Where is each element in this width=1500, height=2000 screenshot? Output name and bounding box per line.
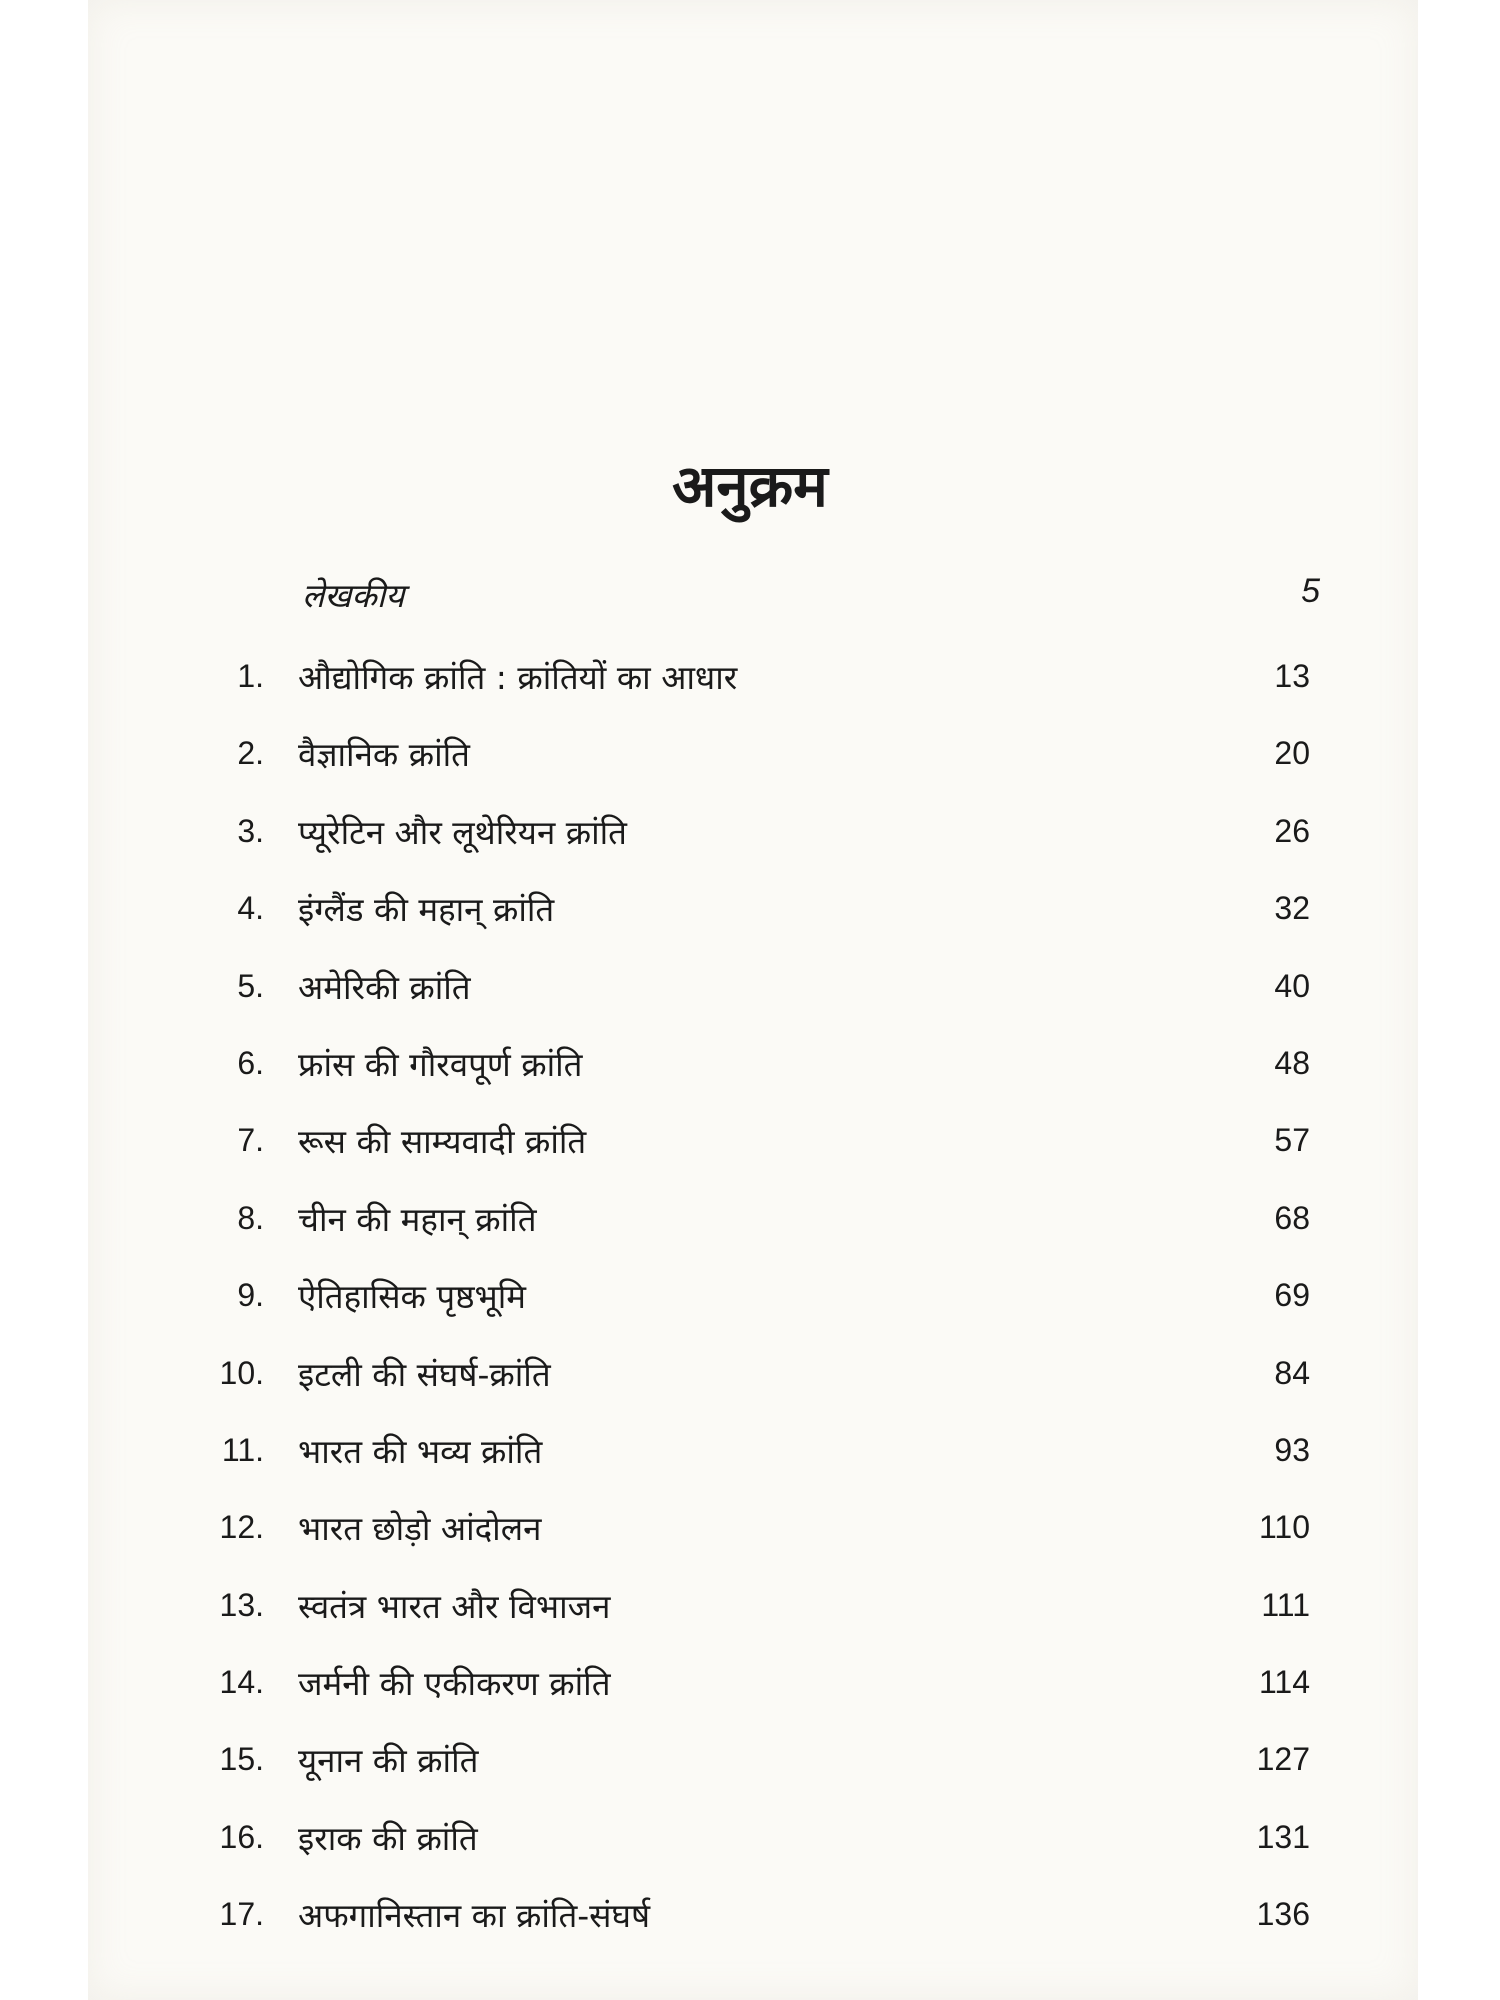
chapter-page-number: 93 xyxy=(1274,1431,1310,1468)
toc-entry xyxy=(0,1499,1500,1576)
table-of-contents xyxy=(0,648,1500,1964)
preface-page-number: 5 xyxy=(1301,572,1320,610)
chapter-number: 14. xyxy=(219,1664,264,1701)
chapter-page-number: 114 xyxy=(1258,1664,1310,1701)
chapter-title: ऐतिहासिक पृष्ठभूमि xyxy=(298,1277,527,1317)
chapter-number: 3. xyxy=(237,812,264,849)
chapter-number: 13. xyxy=(219,1586,264,1623)
toc-entry xyxy=(0,1112,1500,1189)
preface-label: लेखकीय xyxy=(302,576,405,615)
chapter-number: 12. xyxy=(219,1509,264,1546)
chapter-number: 16. xyxy=(219,1818,264,1855)
chapter-page-number: 127 xyxy=(1256,1741,1310,1778)
chapter-title: जर्मनी की एकीकरण क्रांति xyxy=(298,1664,611,1704)
toc-entry xyxy=(0,1345,1500,1422)
chapter-title: चीन की महान् क्रांति xyxy=(298,1199,537,1239)
chapter-title: प्यूरेटिन और लूथेरियन क्रांति xyxy=(298,812,627,852)
chapter-number: 2. xyxy=(237,735,264,772)
chapter-page-number: 48 xyxy=(1274,1044,1310,1081)
toc-entry xyxy=(0,1886,1500,1963)
chapter-page-number: 136 xyxy=(1256,1896,1310,1933)
chapter-page-number: 131 xyxy=(1256,1818,1310,1855)
chapter-page-number: 20 xyxy=(1274,735,1310,772)
toc-entry xyxy=(0,1190,1500,1267)
chapter-number: 7. xyxy=(237,1122,264,1159)
toc-entry xyxy=(0,1577,1500,1654)
toc-entry xyxy=(0,880,1500,957)
chapter-title: इंग्लैंड की महान् क्रांति xyxy=(298,890,555,930)
chapter-page-number: 40 xyxy=(1274,967,1310,1004)
chapter-number: 5. xyxy=(237,967,264,1004)
chapter-title: स्वतंत्र भारत और विभाजन xyxy=(298,1586,611,1626)
chapter-title: वैज्ञानिक क्रांति xyxy=(298,735,470,775)
toc-entry xyxy=(0,958,1500,1035)
toc-preface-row xyxy=(0,572,1500,624)
toc-entry xyxy=(0,725,1500,802)
chapter-page-number: 69 xyxy=(1274,1277,1310,1314)
chapter-page-number: 32 xyxy=(1274,890,1310,927)
toc-entry xyxy=(0,1654,1500,1731)
chapter-title: फ्रांस की गौरवपूर्ण क्रांति xyxy=(298,1044,583,1084)
chapter-title: औद्योगिक क्रांति : क्रांतियों का आधार xyxy=(298,658,738,697)
chapter-number: 1. xyxy=(237,658,264,694)
chapter-number: 17. xyxy=(219,1896,264,1933)
toc-entry xyxy=(0,648,1500,725)
chapter-title: रूस की साम्यवादी क्रांति xyxy=(298,1122,587,1162)
chapter-page-number: 26 xyxy=(1274,812,1310,849)
toc-entry xyxy=(0,803,1500,880)
page-title: अनुक्रम xyxy=(672,451,828,520)
toc-entry xyxy=(0,1731,1500,1808)
chapter-number: 11. xyxy=(221,1431,264,1468)
chapter-page-number: 57 xyxy=(1274,1122,1310,1159)
chapter-number: 6. xyxy=(237,1044,264,1081)
chapter-page-number: 84 xyxy=(1274,1354,1310,1391)
chapter-title: यूनान की क्रांति xyxy=(298,1741,479,1781)
toc-entry xyxy=(0,1035,1500,1112)
chapter-page-number: 111 xyxy=(1261,1586,1310,1623)
chapter-title: अमेरिकी क्रांति xyxy=(298,967,471,1007)
chapter-number: 10. xyxy=(219,1354,264,1391)
chapter-title: इराक की क्रांति xyxy=(298,1818,478,1858)
chapter-page-number: 13 xyxy=(1274,658,1310,694)
chapter-title: अफगानिस्तान का क्रांति-संघर्ष xyxy=(298,1896,651,1936)
chapter-number: 4. xyxy=(237,890,264,927)
chapter-number: 9. xyxy=(237,1277,264,1314)
chapter-page-number: 68 xyxy=(1274,1199,1310,1236)
chapter-title: भारत छोड़ो आंदोलन xyxy=(298,1509,542,1549)
chapter-title: इटली की संघर्ष-क्रांति xyxy=(298,1354,551,1394)
toc-entry xyxy=(0,1809,1500,1886)
chapter-title: भारत की भव्य क्रांति xyxy=(298,1431,543,1471)
chapter-number: 8. xyxy=(237,1199,264,1236)
chapter-number: 15. xyxy=(219,1741,264,1778)
toc-entry xyxy=(0,1267,1500,1344)
toc-entry xyxy=(0,1422,1500,1499)
chapter-page-number: 110 xyxy=(1258,1509,1310,1546)
